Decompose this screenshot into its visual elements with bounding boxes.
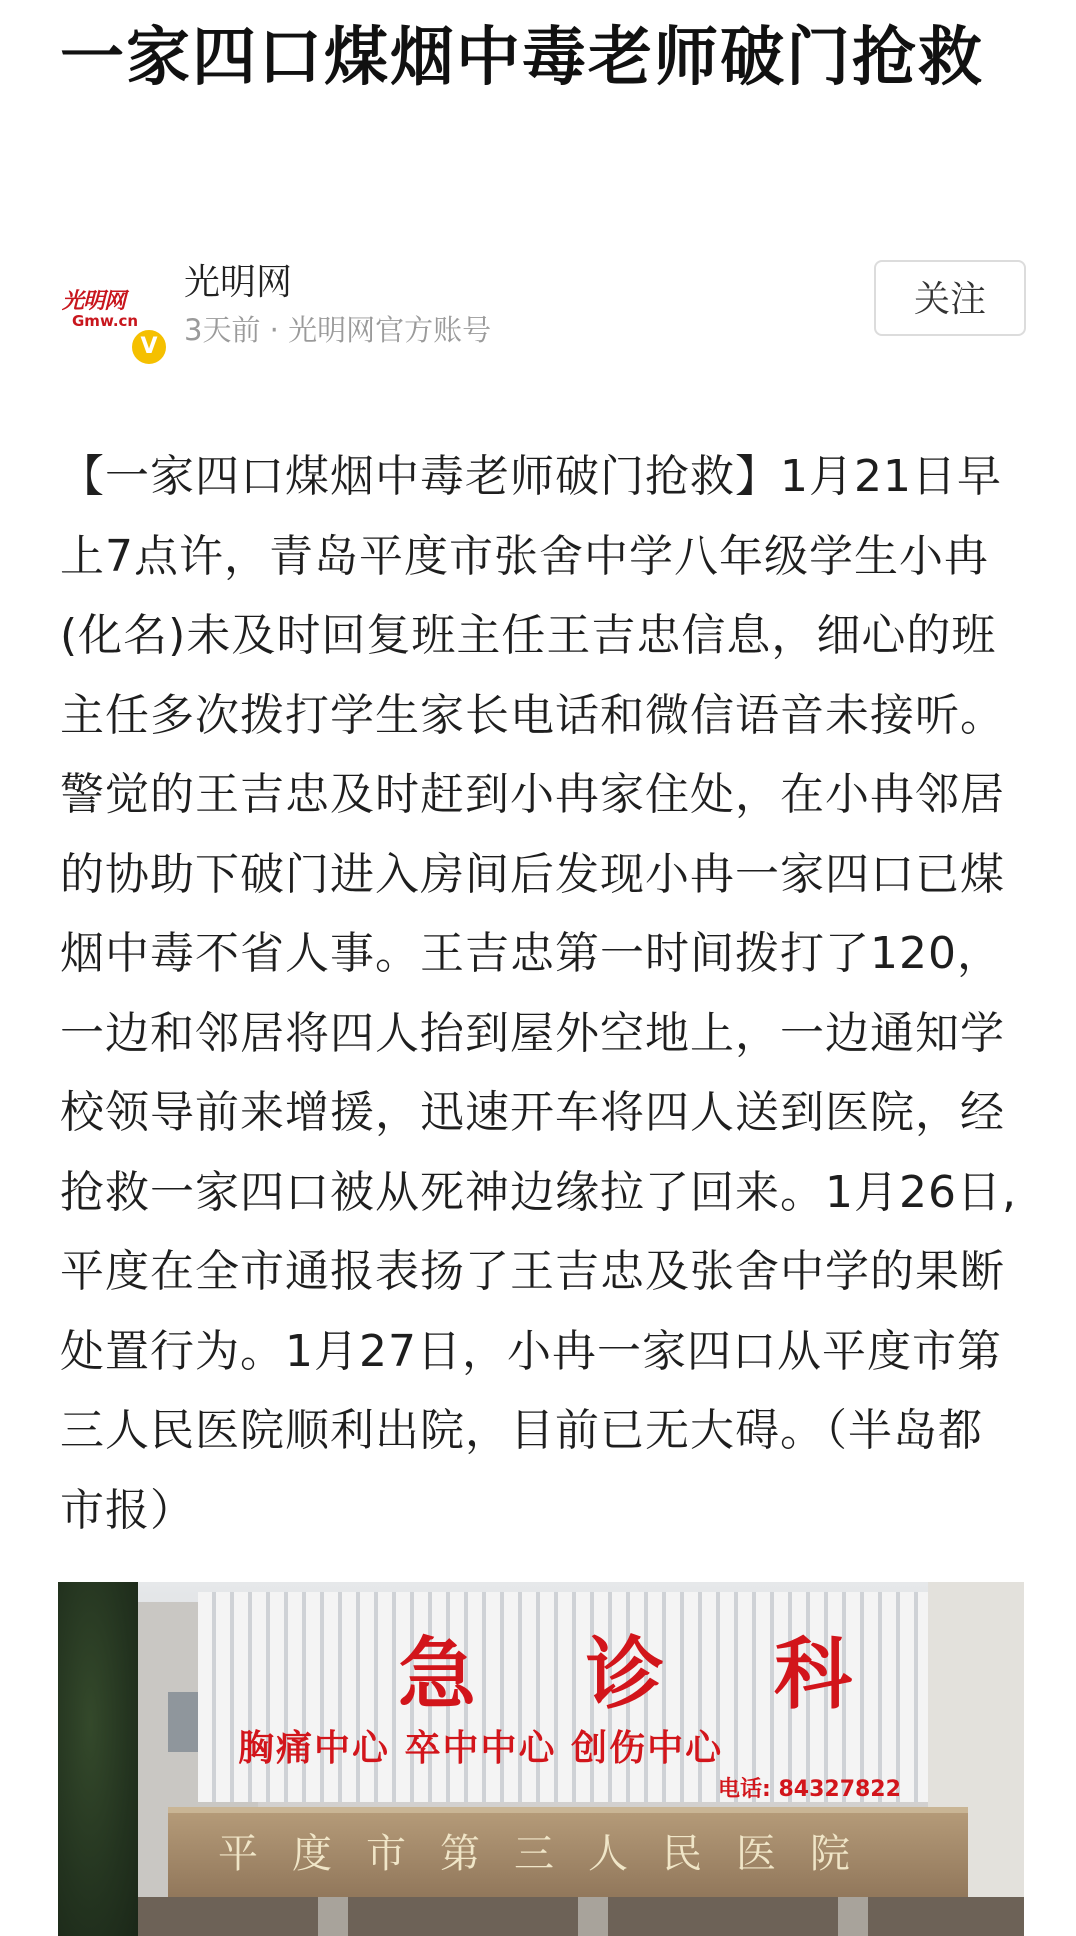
author-row — [58, 258, 1026, 358]
article-body: 【一家四口煤烟中毒老师破门抢救】1月21日早上7点许，青岛平度市张舍中学八年级学生小冉(化名)未及时回复班主任王吉忠信息，细心的班主任多次拨打学生家长电话和微信语音未接听。警觉的王吉忠及时赶到小冉家住处，在小冉邻居的协助下破门进入房间后发现小冉一家四口已煤烟中毒不省人事。王吉忠第一时间拨打了120，一边和邻居将四人抬到屋外空地上，一边通知学校领导前来增援，迅速开车将四人送到医院，经抢救一家四口被从死神边缘拉了回来。1月26日,平度在全市通报表扬了王吉忠及张舍中学的果断处置行为。1月27日，小冉一家四口从平度市第三人民医院顺利出院，目前已无大碍。（半岛都市报） — [60, 451, 1017, 1536]
photo-sign-main: 急诊科 — [398, 1629, 963, 1720]
photo-pillar — [838, 1897, 868, 1936]
follow-button[interactable]: 关注 — [874, 260, 1026, 336]
author-avatar[interactable] — [58, 266, 162, 359]
author-name[interactable]: 光明网 — [184, 262, 293, 303]
photo-sign-phone: 电话: 84327822 — [718, 1777, 901, 1802]
photo-pillar — [578, 1897, 608, 1936]
photo-hospital-name: 平度市第三人民医院 — [218, 1831, 884, 1877]
author-meta: 3天前 · 光明网官方账号 — [184, 313, 492, 347]
photo-sign-sub: 胸痛中心 卒中中心 创伤中心 — [238, 1728, 724, 1769]
verified-badge-icon: V — [130, 328, 168, 366]
photo-pillar — [318, 1897, 348, 1936]
author-logo-text: 光明网 — [62, 288, 126, 314]
article-photo[interactable] — [58, 1582, 1024, 1936]
article-title: 一家四口煤烟中毒老师破门抢救 — [60, 21, 984, 95]
author-logo-domain: Gmw.cn — [72, 312, 139, 330]
photo-tree — [58, 1582, 138, 1936]
